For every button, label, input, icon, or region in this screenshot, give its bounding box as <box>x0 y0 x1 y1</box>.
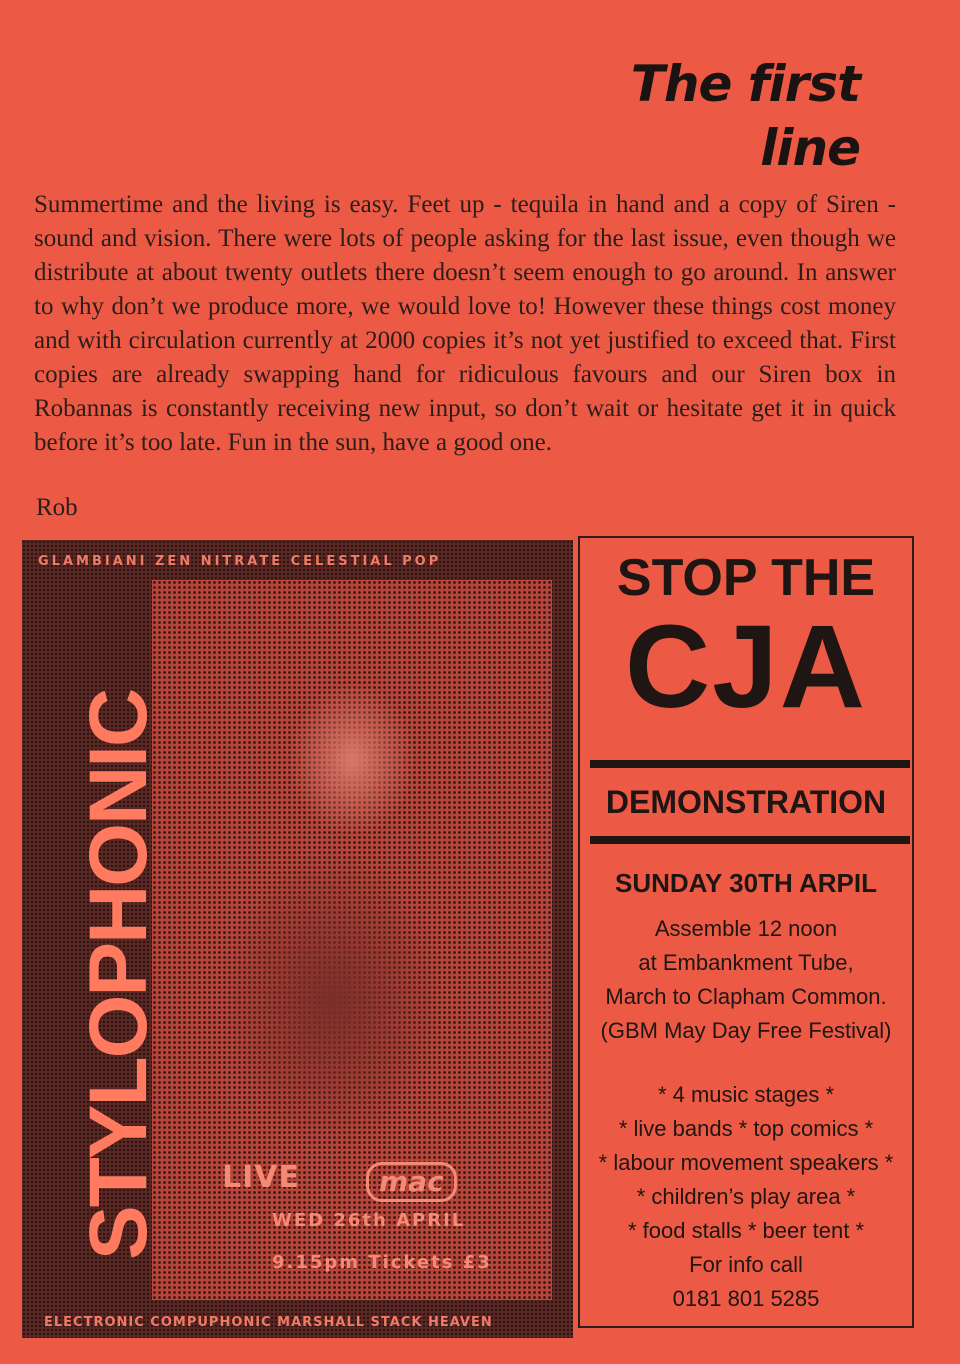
flyer-details <box>580 912 912 1048</box>
flyer-info-label: For info call <box>689 1252 803 1277</box>
flyer-heading-cja: CJA <box>624 601 868 733</box>
flyer-features <box>580 1078 912 1316</box>
flyer-detail-line: at Embankment Tube, <box>638 950 854 975</box>
cja-flyer <box>578 536 914 1328</box>
flyer-feature-line: * children’s play area * <box>636 1184 856 1209</box>
gig-poster <box>22 540 573 1338</box>
poster-venue-logo: mac <box>366 1162 457 1202</box>
flyer-detail-line: Assemble 12 noon <box>654 916 838 941</box>
poster-support-acts: GLAMBIANI ZEN NITRATE CELESTIAL POP <box>38 554 442 569</box>
title-line-2: line <box>760 119 860 177</box>
flyer-feature-line: * live bands * top comics * <box>618 1116 874 1141</box>
page-title <box>631 52 860 180</box>
flyer-detail-line: March to Clapham Common. <box>605 984 887 1009</box>
divider <box>590 760 910 768</box>
flyer-date: SUNDAY 30TH ARPIL <box>615 868 877 898</box>
poster-date: WED 26th APRIL <box>272 1210 466 1231</box>
title-line-1: The first <box>630 55 860 113</box>
poster-live: LIVE <box>222 1160 300 1195</box>
flyer-phone-number: 0181 801 5285 <box>672 1286 820 1311</box>
poster-band-name: STYLOPHONIC <box>73 689 164 1260</box>
poster-time: 9.15pm Tickets £3 <box>272 1252 492 1273</box>
flyer-feature-line: * 4 music stages * <box>657 1082 835 1107</box>
flyer-feature-line: * labour movement speakers * <box>598 1150 894 1175</box>
poster-genres: ELECTRONIC COMPUPHONIC MARSHALL STACK HEAVEN <box>44 1315 493 1330</box>
flyer-feature-line: * food stalls * beer tent * <box>627 1218 865 1243</box>
divider <box>590 836 910 844</box>
flyer-detail-line: (GBM May Day Free Festival) <box>600 1018 892 1043</box>
flyer-heading-stop: STOP THE <box>616 549 876 607</box>
poster-photo <box>152 580 552 1300</box>
editorial-text: Summertime and the living is easy. Feet up - tequila in hand and a copy of Siren - sound and vision. There were lots of people asking for the last issue, even though we distribute at about twenty outlets there doesn’t seem enough to go around. In answer to why don’t we produce more, we would love to! However these things cost money and with circulation currently at 2000 copies it’s not yet justified to exceed that. First copies are already swapping hand for ridiculous favours and our Siren box in Robannas is constantly receiving new input, so don’t wait or hesitate get it in quick before it’s too late. Fun in the sun, have a good one. <box>34 191 896 456</box>
author-signature: Rob <box>36 494 78 521</box>
flyer-event: DEMONSTRATION <box>605 784 887 820</box>
